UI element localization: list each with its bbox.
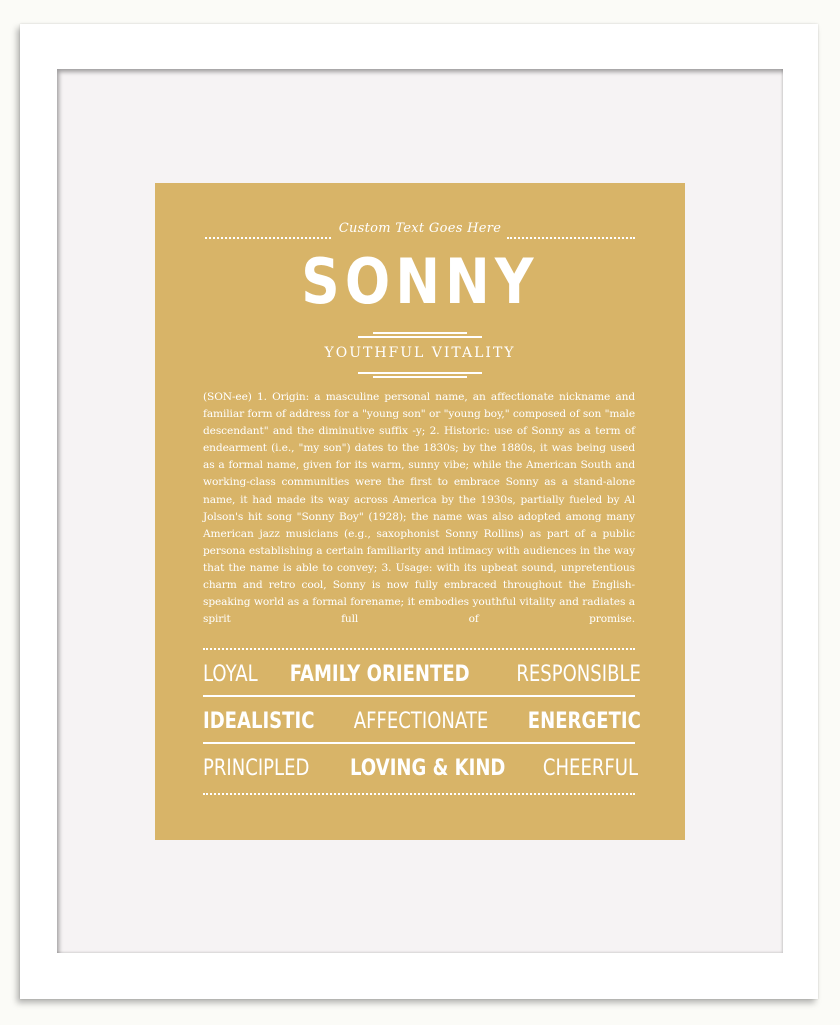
- trait-row-3: [203, 748, 639, 788]
- name-title: SONNY: [301, 245, 539, 318]
- trait-word: LOYAL: [203, 661, 258, 687]
- dotted-divider-traits-top: [203, 648, 635, 650]
- trait-word: CHEERFUL: [543, 755, 639, 781]
- dotted-divider-right: [507, 237, 635, 239]
- mat-board: [57, 69, 783, 953]
- trait-word: RESPONSIBLE: [516, 661, 641, 687]
- subtitle-rule-bottom-2: [373, 376, 467, 378]
- name-poster: [155, 183, 685, 840]
- title-rule-top-2: [358, 336, 482, 338]
- meaning-subtitle: YOUTHFUL VITALITY: [324, 345, 516, 361]
- trait-word: FAMILY ORIENTED: [289, 661, 470, 687]
- trait-word: AFFECTIONATE: [353, 708, 489, 734]
- trait-row-2: [203, 701, 641, 741]
- subtitle-rule-bottom: [358, 372, 482, 374]
- trait-word: IDEALISTIC: [203, 708, 315, 734]
- dotted-divider-traits-bottom: [203, 793, 635, 795]
- trait-row-1: [203, 654, 641, 694]
- title-rule-top: [373, 332, 467, 334]
- picture-frame: [20, 24, 818, 999]
- trait-word: ENERGETIC: [527, 708, 641, 734]
- dotted-divider-left: [205, 237, 331, 239]
- name-definition: (SON-ee) 1. Origin: a masculine personal name, an affectionate nickname and familiar form of address for a "young son" or "young boy," composed of son "male descendant" and the diminutive suffix -y; 2. Historic: use of Sonny as a term of endearment (i.e., "my son") dates to the 1830s; by the 1880s, it was being used as a formal name, given for its warm, sunny vibe; while the American South and working-class communities were the first to embrace Sonny as a stand-alone name, it had made its way across America by the 1930s, partially fueled by Al Jolson's hit song "Sonny Boy" (1928); the name was also adopted among many American jazz musicians (e.g., saxophonist Sonny Rollins) as part of a public persona establishing a certain familiarity and intimacy with audiences in the way that the name is able to convey; 3. Usage: with its upbeat sound, unpretentious charm and retro cool, Sonny is now fully embraced throughout the English-speaking world as a formal forename; it embodies youthful vitality and radiates a spirit full of promise.: [203, 391, 635, 626]
- trait-row-separator: [203, 742, 635, 744]
- trait-word: LOVING & KIND: [349, 755, 506, 781]
- trait-word: PRINCIPLED: [203, 755, 310, 781]
- trait-row-separator: [203, 695, 635, 697]
- custom-text: Custom Text Goes Here: [338, 221, 502, 236]
